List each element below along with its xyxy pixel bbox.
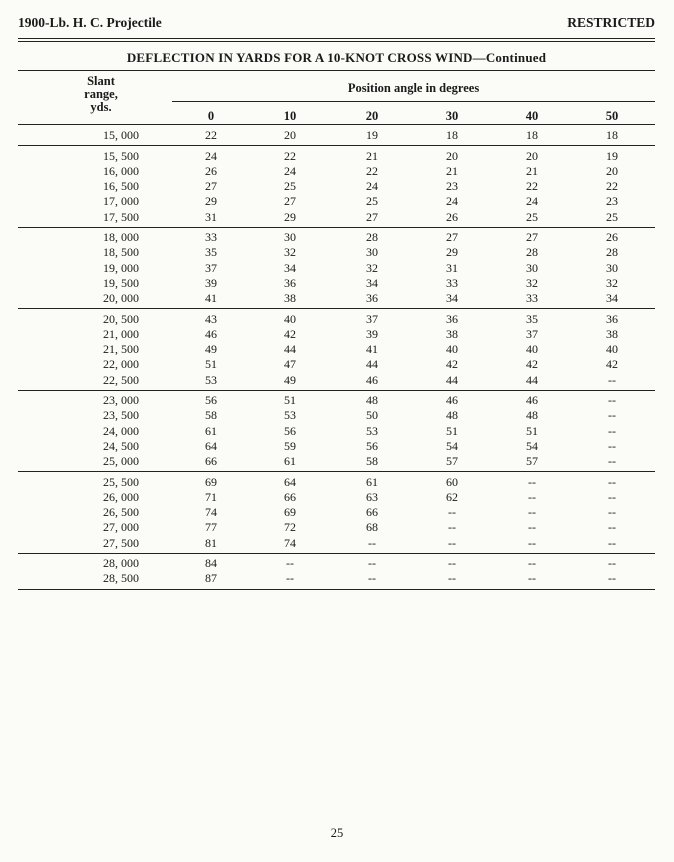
deflection-cell: 39 [366,326,378,341]
deflection-cell: 72 [284,520,296,535]
deflection-cell: -- [608,505,616,520]
deflection-cell: 25 [606,209,618,224]
deflection-cell: 57 [526,454,538,468]
group-divider-rule [18,145,655,146]
deflection-cell: 51 [284,393,296,408]
slant-range-label: 17, 000 [103,194,139,209]
deflection-cell: 27 [526,230,538,245]
deflection-cell: 22 [526,179,538,194]
deflection-cell: 36 [284,275,296,290]
deflection-cell: 34 [284,260,296,275]
deflection-cell: -- [286,571,294,586]
running-head-title: 1900-Lb. H. C. Projectile [18,15,162,30]
deflection-cell: 27 [366,209,378,224]
deflection-cell: 35 [205,245,217,260]
deflection-cell: -- [448,556,456,571]
deflection-cell: 25 [366,194,378,209]
deflection-cell: 53 [205,372,217,387]
slant-range-label: 21, 000 [103,326,139,341]
slant-range-label: 27, 000 [103,520,139,535]
deflection-cell: 48 [446,408,458,423]
deflection-cell: 37 [366,311,378,326]
deflection-cell: 24 [205,148,217,163]
deflection-cell: 27 [284,194,296,209]
deflection-cell: -- [528,520,536,535]
deflection-cell: -- [608,438,616,453]
deflection-cell: 69 [205,474,217,489]
deflection-cell: 49 [205,342,217,357]
deflection-cell: 34 [446,291,458,305]
deflection-cell: 23 [446,179,458,194]
deflection-cell: 38 [606,326,618,341]
deflection-cell: 49 [284,372,296,387]
deflection-cell: -- [608,474,616,489]
deflection-cell: -- [448,520,456,535]
deflection-cell: 58 [205,408,217,423]
deflection-cell: 42 [606,357,618,372]
deflection-cell: 47 [284,357,296,372]
group-divider-rule [18,390,655,391]
deflection-cell: 36 [606,311,618,326]
slant-range-label: 28, 000 [103,556,139,571]
deflection-cell: -- [608,520,616,535]
deflection-cell: 20 [526,148,538,163]
slant-range-label: 23, 000 [103,393,139,408]
deflection-cell: 46 [446,393,458,408]
deflection-cell: 29 [205,194,217,209]
deflection-cell: 37 [526,326,538,341]
deflection-cell: 43 [205,311,217,326]
deflection-cell: -- [528,474,536,489]
deflection-cell: -- [368,535,376,550]
deflection-cell: 59 [284,438,296,453]
group-divider-rule [18,589,655,590]
deflection-cell: -- [608,408,616,423]
deflection-cell: 61 [284,454,296,468]
header-rule-lower [18,41,655,42]
slant-range-label: 22, 500 [103,372,139,387]
deflection-cell: 51 [205,357,217,372]
deflection-cell: 40 [446,342,458,357]
deflection-cell: 38 [284,291,296,305]
slant-range-label: 28, 500 [103,571,139,586]
deflection-cell: 38 [446,326,458,341]
slant-range-label: 19, 000 [103,260,139,275]
deflection-cell: 25 [526,209,538,224]
deflection-cell: 18 [446,128,458,142]
deflection-cell: 51 [526,423,538,438]
deflection-cell: 63 [366,489,378,504]
slant-range-label: 19, 500 [103,275,139,290]
deflection-cell: 51 [446,423,458,438]
deflection-cell: 48 [366,393,378,408]
stub-header [70,75,132,114]
deflection-cell: 27 [205,179,217,194]
deflection-cell: -- [528,505,536,520]
deflection-cell: 22 [205,128,217,142]
deflection-cell: 33 [446,275,458,290]
deflection-cell: 40 [606,342,618,357]
slant-range-label: 23, 500 [103,408,139,423]
page-number: 25 [330,826,344,840]
column-header: 20 [365,109,379,123]
deflection-cell: 66 [205,454,217,468]
deflection-cell: 64 [205,438,217,453]
slant-range-label: 18, 000 [103,230,139,245]
deflection-cell: -- [608,556,616,571]
slant-range-label: 20, 500 [103,311,139,326]
deflection-cell: 66 [366,505,378,520]
column-header: 0 [207,109,215,123]
deflection-cell: -- [608,393,616,408]
deflection-cell: 57 [446,454,458,468]
deflection-cell: 22 [284,148,296,163]
deflection-cell: 33 [526,291,538,305]
slant-range-label: 26, 500 [103,505,139,520]
deflection-cell: 46 [205,326,217,341]
slant-range-label: 27, 500 [103,535,139,550]
deflection-cell: 61 [366,474,378,489]
deflection-cell: 21 [366,148,378,163]
deflection-cell: 44 [284,342,296,357]
deflection-cell: 18 [526,128,538,142]
column-group-header: Position angle in degrees [347,81,480,95]
deflection-cell: 62 [446,489,458,504]
deflection-cell: 44 [366,357,378,372]
table-title: DEFLECTION IN YARDS FOR A 10-KNOT CROSS WIND—Continued [126,50,547,65]
deflection-cell: 48 [526,408,538,423]
deflection-cell: -- [608,535,616,550]
deflection-cell: 42 [526,357,538,372]
slant-range-label: 18, 500 [103,245,139,260]
deflection-cell: -- [528,556,536,571]
deflection-cell: 53 [284,408,296,423]
deflection-cell: -- [528,489,536,504]
group-divider-rule [18,308,655,309]
header-bottom-rule [18,124,655,125]
deflection-cell: -- [608,423,616,438]
deflection-cell: 56 [366,438,378,453]
slant-range-label: 26, 000 [103,489,139,504]
slant-range-label: 16, 000 [103,163,139,178]
deflection-cell: 84 [205,556,217,571]
table-top-rule [18,70,655,71]
deflection-cell: 36 [366,291,378,305]
deflection-cell: -- [608,372,616,387]
deflection-cell: 42 [446,357,458,372]
running-head [18,15,655,31]
deflection-cell: 29 [284,209,296,224]
deflection-cell: 20 [284,128,296,142]
deflection-cell: -- [608,454,616,468]
deflection-cell: 74 [205,505,217,520]
deflection-cell: 58 [366,454,378,468]
slant-range-label: 15, 000 [103,128,139,142]
deflection-cell: 35 [526,311,538,326]
deflection-cell: 77 [205,520,217,535]
deflection-cell: 26 [606,230,618,245]
deflection-cell: 44 [526,372,538,387]
deflection-cell: 23 [606,194,618,209]
slant-range-label: 17, 500 [103,209,139,224]
deflection-cell: 87 [205,571,217,586]
deflection-cell: 31 [446,260,458,275]
deflection-cell: 19 [606,148,618,163]
deflection-cell: 18 [606,128,618,142]
column-header: 30 [445,109,459,123]
stub-header-line: range, [84,87,118,101]
deflection-cell: 31 [205,209,217,224]
slant-range-label: 24, 500 [103,438,139,453]
deflection-cell: 21 [526,163,538,178]
group-header-rule [172,101,655,102]
deflection-cell: 44 [446,372,458,387]
deflection-cell: 50 [366,408,378,423]
column-header: 10 [283,109,297,123]
deflection-cell: 41 [205,291,217,305]
stub-header-line: yds. [90,100,112,114]
slant-range-label: 25, 500 [103,474,139,489]
deflection-cell: 25 [284,179,296,194]
deflection-cell: -- [368,556,376,571]
deflection-cell: 26 [446,209,458,224]
deflection-cell: 32 [606,275,618,290]
deflection-cell: 34 [606,291,618,305]
deflection-cell: 30 [526,260,538,275]
classification-mark: RESTRICTED [567,15,655,30]
slant-range-label: 25, 000 [103,454,139,468]
deflection-cell: -- [448,571,456,586]
deflection-cell: -- [286,556,294,571]
deflection-cell: 69 [284,505,296,520]
deflection-cell: 40 [526,342,538,357]
header-rule [18,38,655,39]
deflection-cell: 46 [366,372,378,387]
deflection-cell: 21 [446,163,458,178]
deflection-cell: 46 [526,393,538,408]
deflection-cell: 20 [446,148,458,163]
deflection-cell: 24 [446,194,458,209]
deflection-cell: 36 [446,311,458,326]
deflection-cell: 60 [446,474,458,489]
deflection-cell: -- [528,571,536,586]
deflection-cell: -- [608,571,616,586]
deflection-cell: 30 [606,260,618,275]
deflection-cell: -- [368,571,376,586]
stub-header-line: Slant [87,74,115,88]
deflection-cell: 29 [446,245,458,260]
deflection-cell: 37 [205,260,217,275]
slant-range-label: 22, 000 [103,357,139,372]
deflection-cell: 28 [526,245,538,260]
deflection-cell: 32 [366,260,378,275]
deflection-cell: 28 [366,230,378,245]
group-divider-rule [18,471,655,472]
deflection-cell: 30 [366,245,378,260]
deflection-cell: 33 [205,230,217,245]
deflection-cell: 39 [205,275,217,290]
deflection-cell: 26 [205,163,217,178]
group-divider-rule [18,553,655,554]
deflection-cell: 66 [284,489,296,504]
deflection-cell: 53 [366,423,378,438]
deflection-cell: 30 [284,230,296,245]
deflection-cell: 40 [284,311,296,326]
deflection-cell: 71 [205,489,217,504]
deflection-cell: 64 [284,474,296,489]
slant-range-label: 20, 000 [103,291,139,305]
deflection-cell: 22 [606,179,618,194]
deflection-cell: 74 [284,535,296,550]
deflection-cell: 22 [366,163,378,178]
slant-range-label: 15, 500 [103,148,139,163]
deflection-cell: 81 [205,535,217,550]
deflection-cell: 68 [366,520,378,535]
deflection-cell: 28 [606,245,618,260]
deflection-cell: 56 [205,393,217,408]
deflection-cell: -- [608,489,616,504]
deflection-cell: 54 [526,438,538,453]
deflection-cell: 32 [284,245,296,260]
deflection-cell: 54 [446,438,458,453]
deflection-cell: 24 [526,194,538,209]
deflection-cell: -- [448,505,456,520]
slant-range-label: 24, 000 [103,423,139,438]
deflection-cell: 19 [366,128,378,142]
column-header: 40 [525,109,539,123]
deflection-cell: 27 [446,230,458,245]
deflection-cell: 41 [366,342,378,357]
group-divider-rule [18,227,655,228]
deflection-cell: 34 [366,275,378,290]
deflection-cell: 24 [284,163,296,178]
deflection-cell: -- [448,535,456,550]
deflection-cell: 20 [606,163,618,178]
deflection-cell: -- [528,535,536,550]
deflection-cell: 61 [205,423,217,438]
deflection-cell: 24 [366,179,378,194]
deflection-cell: 56 [284,423,296,438]
deflection-cell: 42 [284,326,296,341]
deflection-cell: 32 [526,275,538,290]
column-header: 50 [605,109,619,123]
slant-range-label: 21, 500 [103,342,139,357]
slant-range-label: 16, 500 [103,179,139,194]
